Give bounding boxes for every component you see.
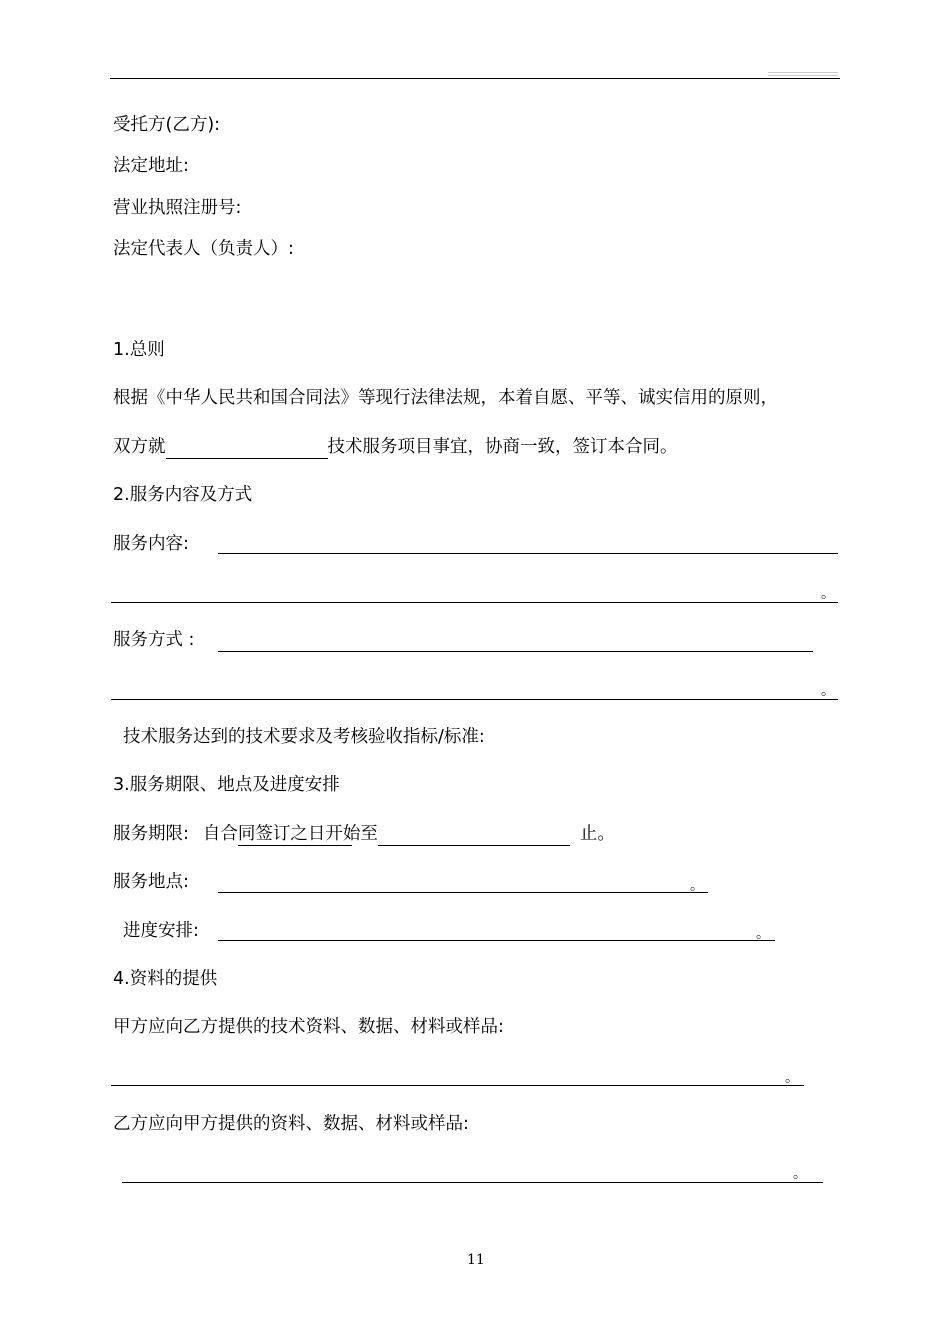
service-content-blank <box>218 553 838 554</box>
page-number: 11 <box>467 1252 485 1268</box>
schedule-blank <box>218 940 775 941</box>
text-fragment: 双方就 <box>113 437 166 457</box>
project-name-blank <box>166 436 328 459</box>
service-term-row <box>113 823 615 846</box>
section-3-heading: 3.服务期限、地点及进度安排 <box>113 775 340 795</box>
section-1-paragraph-cont <box>113 436 678 459</box>
header-mark <box>768 75 838 76</box>
tech-requirements-label: 技术服务达到的技术要求及考核验收指标/标准: <box>123 727 485 747</box>
schedule-label: 进度安排: <box>123 921 199 941</box>
service-content-blank-2 <box>111 602 838 603</box>
party-b-provides-blank <box>122 1182 823 1183</box>
service-location-blank <box>218 892 708 893</box>
party-b-label: 受托方(乙方): <box>113 115 221 135</box>
period-mark: 。 <box>690 878 704 894</box>
period-mark: 。 <box>821 683 835 699</box>
service-method-blank-2 <box>111 699 838 700</box>
text-fragment: 技术服务项目事宜，协商一致，签订本合同。 <box>327 437 678 457</box>
period-mark: 。 <box>785 1070 799 1086</box>
service-term-underline <box>238 845 352 846</box>
section-2-heading: 2.服务内容及方式 <box>113 485 253 505</box>
period-mark: 。 <box>756 926 770 942</box>
section-1-heading: 1.总则 <box>113 340 165 360</box>
period-mark: 。 <box>793 1166 807 1182</box>
license-number-label: 营业执照注册号: <box>113 198 242 218</box>
section-1-paragraph: 根据《中华人民共和国合同法》等现行法律法规，本着自愿、平等、诚实信用的原则， <box>113 388 778 408</box>
service-method-label: 服务方式 : <box>113 630 195 650</box>
header-rule <box>110 78 840 79</box>
section-4-heading: 4.资料的提供 <box>113 969 218 989</box>
service-location-label: 服务地点: <box>113 872 189 892</box>
service-term-end: 止。 <box>579 824 615 844</box>
service-method-blank <box>218 651 813 652</box>
service-content-label: 服务内容: <box>113 534 189 554</box>
service-term-label: 服务期限: <box>113 824 189 844</box>
party-a-provides-blank <box>111 1085 804 1086</box>
service-term-from: 自合同签订之日 <box>202 824 326 844</box>
header-mark <box>768 72 838 73</box>
service-term-until: 开始至 <box>325 824 378 844</box>
party-a-provides-label: 甲方应向乙方提供的技术资料、数据、材料或样品: <box>113 1017 504 1037</box>
period-mark: 。 <box>821 586 835 602</box>
service-term-end-blank <box>378 823 570 846</box>
party-b-provides-label: 乙方应向甲方提供的资料、数据、材料或样品: <box>113 1114 469 1134</box>
legal-representative-label: 法定代表人（负责人）: <box>113 239 294 259</box>
legal-address-label: 法定地址: <box>113 156 189 176</box>
